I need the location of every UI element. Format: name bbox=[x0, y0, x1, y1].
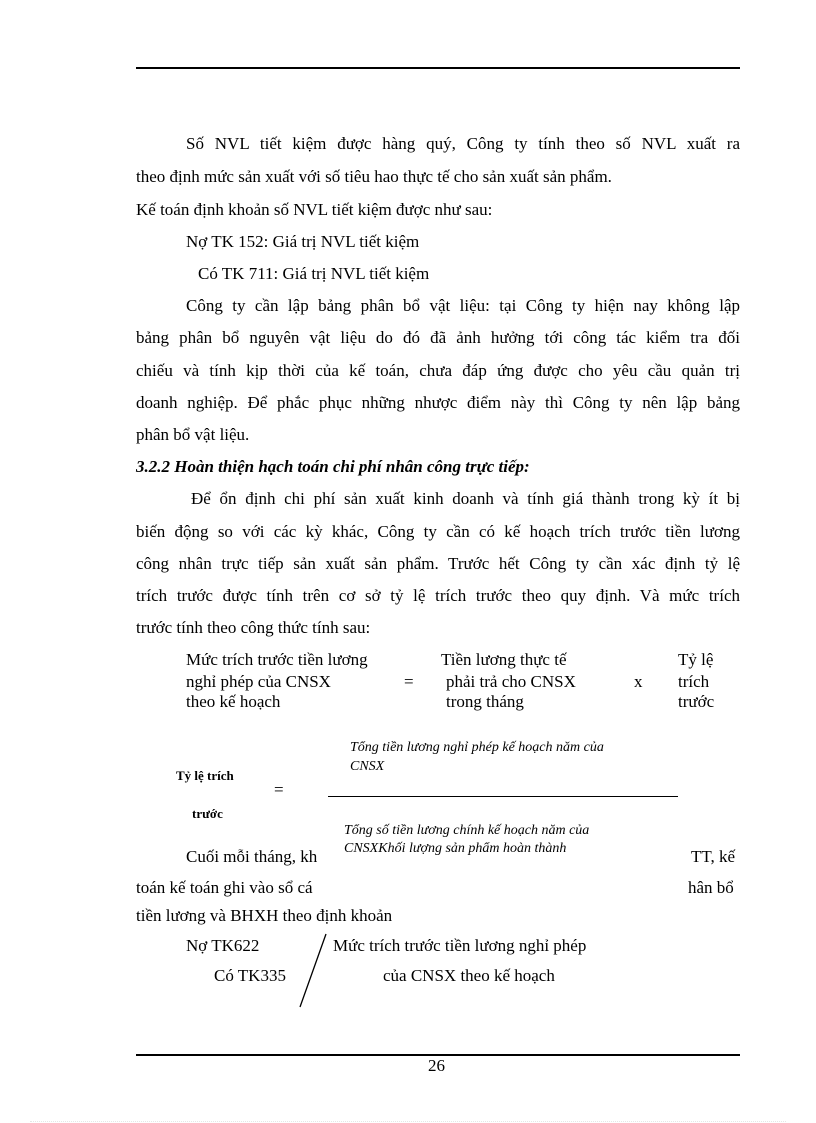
formula-right-term: Tỷ lệ bbox=[678, 650, 714, 669]
paragraph-line: bảng phân bổ nguyên vật liệu do đó đã ảnh hưởng tới công tác kiểm tra đối bbox=[136, 328, 740, 347]
paragraph-line: trích trước được tính trên cơ sở tỷ lệ trích trước theo quy định. Và mức trích bbox=[136, 586, 740, 605]
paragraph-fragment: hân bổ bbox=[688, 878, 734, 897]
paragraph-line: doanh nghiệp. Để phắc phục những nhược điểm này thì Công ty nên lập bảng bbox=[136, 393, 740, 412]
paragraph-line: Số NVL tiết kiệm được hàng quý, Công ty tính theo số NVL xuất ra bbox=[186, 134, 740, 153]
formula-times: x bbox=[634, 672, 643, 691]
ratio-label: Tỷ lệ trích bbox=[176, 768, 234, 783]
paragraph-line: Kế toán định khoản số NVL tiết kiệm được như sau: bbox=[136, 200, 493, 219]
formula-left-term: theo kế hoạch bbox=[186, 692, 281, 711]
paragraph-line: trước tính theo công thức tính sau: bbox=[136, 618, 371, 637]
paragraph-line: Công ty cần lập bảng phân bổ vật liệu: tại Công ty hiện nay không lập bbox=[186, 296, 740, 315]
formula-left-term: Mức trích trước tiền lương bbox=[186, 650, 368, 669]
paragraph-line: chiếu và tính kịp thời của kế toán, chưa đáp ứng được cho yêu cầu quản trị bbox=[136, 361, 740, 380]
page-number: 26 bbox=[428, 1056, 445, 1075]
ratio-label: trước bbox=[192, 806, 223, 821]
journal-entry-description: Mức trích trước tiền lương nghỉ phép bbox=[333, 936, 587, 955]
formula-right-term: trích bbox=[678, 672, 710, 691]
slash-divider bbox=[296, 932, 330, 1010]
formula-right-term: trước bbox=[678, 692, 715, 711]
paragraph-line: Để ổn định chi phí sản xuất kinh doanh và tính giá thành trong kỳ ít bị bbox=[191, 489, 740, 508]
paragraph-line: theo định mức sản xuất với số tiêu hao thực tế cho sản xuất sản phẩm. bbox=[136, 167, 612, 186]
journal-entry-credit: Có TK 711: Giá trị NVL tiết kiệm bbox=[198, 264, 430, 283]
paragraph-fragment: TT, kế bbox=[691, 847, 736, 866]
paragraph-line: biến động so với các kỳ khác, Công ty cần có kế hoạch trích trước tiền lương bbox=[136, 522, 740, 541]
fraction-numerator: Tổng tiền lương nghỉ phép kế hoạch năm của bbox=[350, 740, 604, 755]
journal-entry-debit: Nợ TK 152: Giá trị NVL tiết kiệm bbox=[186, 232, 420, 251]
fraction-denominator: Tổng số tiền lương chính kế hoạch năm của bbox=[344, 823, 590, 838]
formula-middle-term: trong tháng bbox=[446, 692, 524, 711]
formula-left-term: nghỉ phép của CNSX bbox=[186, 672, 331, 691]
paragraph-fragment: Cuối mỗi tháng, kh bbox=[186, 847, 318, 866]
paragraph-fragment: toán kế toán ghi vào sổ cá bbox=[136, 878, 313, 897]
header-rule bbox=[136, 67, 740, 69]
page-edge-divider bbox=[30, 1121, 786, 1122]
section-heading: 3.2.2 Hoàn thiện hạch toán chi phí nhân công trực tiếp: bbox=[136, 457, 530, 476]
fraction-denominator: CNSXKhối lượng sản phẩm hoàn thành bbox=[344, 841, 567, 856]
formula-equals: = bbox=[274, 780, 284, 799]
paragraph-line: công nhân trực tiếp sản xuất sản phẩm. Trước hết Công ty cần xác định tỷ lệ bbox=[136, 554, 740, 573]
paragraph-line: phân bổ vật liệu. bbox=[136, 425, 250, 444]
fraction-numerator: CNSX bbox=[350, 759, 385, 774]
journal-entry-debit: Nợ TK622 bbox=[186, 936, 260, 955]
formula-equals: = bbox=[404, 672, 414, 691]
paragraph-line: tiền lương và BHXH theo định khoản bbox=[136, 906, 393, 925]
journal-entry-description: của CNSX theo kế hoạch bbox=[383, 966, 555, 985]
fraction-bar bbox=[328, 796, 678, 797]
formula-middle-term: phải trả cho CNSX bbox=[446, 672, 576, 691]
journal-entry-credit: Có TK335 bbox=[214, 966, 286, 985]
formula-middle-term: Tiền lương thực tế bbox=[441, 650, 567, 669]
